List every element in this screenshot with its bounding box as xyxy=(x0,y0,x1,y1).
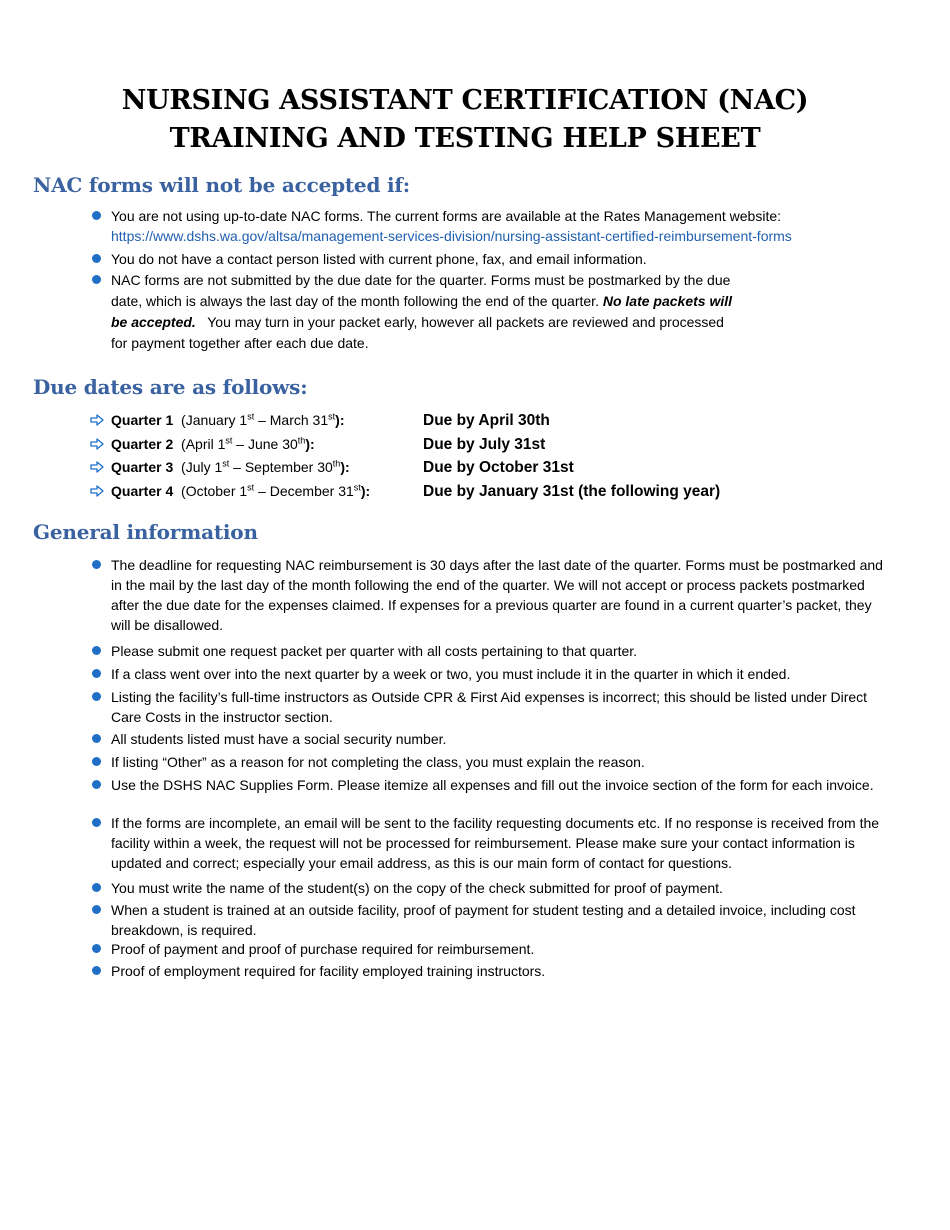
quarter-range-close: ): xyxy=(360,483,371,499)
quarter-range-start: (April 1 xyxy=(181,436,226,452)
arrow-right-icon xyxy=(90,461,104,473)
bullet-icon xyxy=(92,780,101,789)
list-item xyxy=(111,270,733,354)
bullet-icon xyxy=(92,757,101,766)
quarter-range-close: ): xyxy=(305,436,315,452)
ordinal-suffix: st xyxy=(247,482,255,493)
ordinal-suffix: st xyxy=(353,482,361,493)
bullet-icon xyxy=(92,211,101,220)
quarter-range-close: ): xyxy=(340,459,350,475)
list-item: Use the DSHS NAC Supplies Form. Please itemize all expenses and fill out the invoice section of the form for each invoice. xyxy=(111,777,874,793)
arrow-right-icon xyxy=(90,438,104,450)
quarter-label xyxy=(111,457,350,477)
list-item: When a student is trained at an outside facility, proof of payment for student testing and a detailed invoice, including cost breakdown, is required. xyxy=(111,902,856,938)
section-heading-general: General information xyxy=(33,520,258,544)
bullet-icon xyxy=(92,646,101,655)
quarter-range-end: – March 31 xyxy=(254,412,329,428)
quarter-name: Quarter 4 xyxy=(111,483,174,499)
title-line-2: TRAINING AND TESTING HELP SHEET xyxy=(169,123,761,154)
quarter-due-date: Due by April 30th xyxy=(423,412,550,429)
ordinal-suffix: th xyxy=(332,458,341,469)
quarter-due-date: Due by October 31st xyxy=(423,459,574,476)
list-item: You do not have a contact person listed with current phone, fax, and email information. xyxy=(111,251,647,267)
quarter-name: Quarter 1 xyxy=(111,412,174,428)
list-item xyxy=(111,206,871,246)
quarter-name: Quarter 3 xyxy=(111,459,174,475)
item-text: NAC forms are not submitted by the due date for the quarter. Forms must be postmarked by the due date, which is always the last day of the month following the end of the quarter. xyxy=(111,272,731,309)
no-late-emphasis: No late packets will be accepted. xyxy=(111,293,733,330)
forms-link[interactable]: https://www.dshs.wa.gov/altsa/management-services-division/nursing-assistant-certified-reimbursement-forms xyxy=(111,228,792,244)
item-text: You are not using up-to-date NAC forms. The current forms are available at the Rates Management website: xyxy=(111,208,782,224)
page-title xyxy=(0,82,930,158)
quarter-name: Quarter 2 xyxy=(111,436,174,452)
section-heading-not-accepted: NAC forms will not be accepted if: xyxy=(33,173,410,197)
list-item: The deadline for requesting NAC reimbursement is 30 days after the last date of the quarter. Forms must be postmarked and in the mail by the last day of the month following the end of the quarter. We will not accept or process packets postmarked after the due date for the expenses claimed. If expenses for a previous quarter are found in a current quarter’s packet, they will be disallowed. xyxy=(111,557,883,633)
ordinal-suffix: th xyxy=(297,435,306,446)
bullet-icon xyxy=(92,669,101,678)
list-item: If listing “Other” as a reason for not completing the class, you must explain the reason. xyxy=(111,754,645,770)
quarter-range-end: – December 31 xyxy=(254,483,354,499)
list-item: If a class went over into the next quarter by a week or two, you must include it in the quarter in which it ended. xyxy=(111,666,791,682)
quarter-due-date: Due by July 31st xyxy=(423,436,546,453)
ordinal-suffix: st xyxy=(328,411,336,422)
list-item: If the forms are incomplete, an email will be sent to the facility requesting documents etc. If no response is received from the facility within a week, the request will not be processed for reimbursement. Please make sure your contact information is updated and correct; especially your email address, as this is our main form of contact for questions. xyxy=(111,815,880,871)
arrow-right-icon xyxy=(90,485,104,497)
quarter-range-end: – June 30 xyxy=(232,436,298,452)
item-text: You may turn in your packet early, however all packets are reviewed and processed for payment together after each due date. xyxy=(111,314,728,351)
list-item: All students listed must have a social security number. xyxy=(111,731,447,747)
quarter-range-close: ): xyxy=(335,412,345,428)
bullet-icon xyxy=(92,560,101,569)
section-heading-due-dates: Due dates are as follows: xyxy=(33,375,308,399)
bullet-icon xyxy=(92,734,101,743)
list-item: Proof of payment and proof of purchase required for reimbursement. xyxy=(111,941,535,957)
quarter-range-end: – September 30 xyxy=(229,459,333,475)
ordinal-suffix: st xyxy=(247,411,255,422)
quarter-due-date: Due by January 31st (the following year) xyxy=(423,483,721,500)
bullet-icon xyxy=(92,818,101,827)
quarter-label xyxy=(111,434,315,454)
list-item: You must write the name of the student(s) on the copy of the check submitted for proof of payment. xyxy=(111,880,723,896)
bullet-icon xyxy=(92,905,101,914)
bullet-icon xyxy=(92,944,101,953)
list-item: Please submit one request packet per quarter with all costs pertaining to that quarter. xyxy=(111,643,638,659)
arrow-right-icon xyxy=(90,414,104,426)
quarter-range-start: (July 1 xyxy=(181,459,223,475)
list-item: Proof of employment required for facility employed training instructors. xyxy=(111,963,546,979)
bullet-icon xyxy=(92,275,101,284)
list-item: Listing the facility’s full-time instructors as Outside CPR & First Aid expenses is incorrect; this should be listed under Direct Care Costs in the instructor section. xyxy=(111,689,868,725)
bullet-icon xyxy=(92,966,101,975)
bullet-icon xyxy=(92,692,101,701)
quarter-range-start: (October 1 xyxy=(181,483,248,499)
bullet-icon xyxy=(92,254,101,263)
quarter-range-start: (January 1 xyxy=(181,412,248,428)
bullet-icon xyxy=(92,883,101,892)
quarter-label xyxy=(111,410,344,430)
ordinal-suffix: st xyxy=(222,458,230,469)
quarter-label xyxy=(111,481,370,501)
ordinal-suffix: st xyxy=(225,435,233,446)
title-line-1: NURSING ASSISTANT CERTIFICATION (NAC) xyxy=(121,85,809,116)
